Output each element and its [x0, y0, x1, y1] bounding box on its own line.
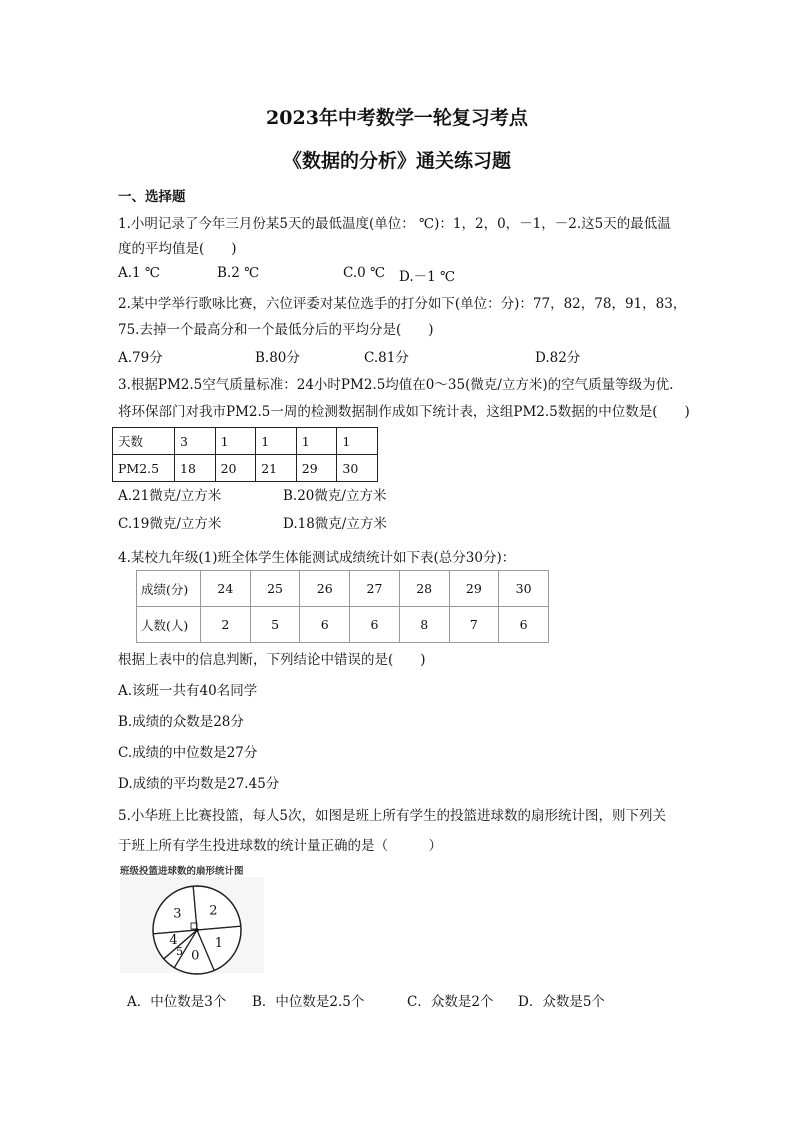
q1-stem-line1: 1.小明记录了今年三月份某5天的最低温度(单位： ℃)：1，2，0，－1，－2.这5天的最低温	[118, 216, 671, 232]
table-cell: 1	[215, 428, 256, 455]
pie-center-dot	[195, 928, 199, 932]
pie-slice-label: 4	[169, 932, 178, 948]
table-cell: 6	[499, 607, 549, 643]
pie-slice-label: 3	[173, 906, 182, 922]
q5-option-a: A．中位数是3个	[127, 994, 227, 1010]
score-table	[136, 570, 549, 643]
q5-option-b: B．中位数是2.5个	[252, 994, 365, 1010]
table-cell: 人数(人)	[137, 607, 201, 643]
q2-option-a: A.79分	[118, 350, 163, 366]
q2-stem-line2: 75.去掉一个最高分和一个最低分后的平均分是( )	[118, 322, 434, 338]
q4-question: 根据上表中的信息判断，下列结论中错误的是( )	[118, 652, 426, 668]
pie-chart	[118, 875, 268, 985]
q1-option-b: B.2 ℃	[217, 265, 260, 281]
table-cell: 30	[337, 455, 378, 482]
table-cell: PM2.5	[113, 455, 175, 482]
table-row	[137, 607, 549, 643]
q2-option-c: C.81分	[364, 350, 409, 366]
q5-option-d: D．众数是5个	[518, 994, 605, 1010]
table-cell: 20	[215, 455, 256, 482]
table-row	[113, 455, 378, 482]
table-cell: 29	[296, 455, 337, 482]
q4-option-c: C.成绩的中位数是27分	[118, 745, 258, 761]
q1-option-a: A.1 ℃	[118, 265, 161, 281]
q3-option-a: A.21微克/立方米	[118, 488, 222, 504]
q5-option-c: C．众数是2个	[407, 994, 494, 1010]
q2-option-b: B.80分	[255, 350, 300, 366]
table-cell: 28	[399, 571, 449, 607]
section-heading: 一、选择题	[118, 189, 186, 205]
q3-option-c: C.19微克/立方米	[118, 516, 222, 532]
q2-stem-line1: 2.某中学举行歌咏比赛，六位评委对某位选手的打分如下(单位：分)：77，82，78，91，83，	[118, 296, 687, 312]
q1-option-c: C.0 ℃	[343, 265, 386, 281]
table-cell: 18	[175, 455, 216, 482]
pie-slice-label: 1	[214, 936, 224, 952]
document-title: 2023年中考数学一轮复习考点	[266, 107, 528, 129]
table-cell: 天数	[113, 428, 175, 455]
table-row	[113, 428, 378, 455]
table-cell: 21	[256, 455, 297, 482]
q5-stem-line1: 5.小华班上比赛投篮，每人5次，如图是班上所有学生的投篮进球数的扇形统计图，则下列关	[118, 808, 666, 824]
table-cell: 6	[350, 607, 400, 643]
q4-option-d: D.成绩的平均数是27.45分	[118, 776, 280, 792]
table-cell: 1	[296, 428, 337, 455]
pie-slice-label: 2	[209, 903, 218, 919]
table-cell: 2	[201, 607, 251, 643]
pie-slice-label: 0	[191, 948, 200, 964]
table-cell: 29	[449, 571, 499, 607]
document-subtitle: 《数据的分析》通关练习题	[282, 150, 511, 172]
q4-stem: 4.某校九年级(1)班全体学生体能测试成绩统计如下表(总分30分)：	[118, 550, 516, 566]
q3-stem-line2: 将环保部门对我市PM2.5一周的检测数据制作成如下统计表，这组PM2.5数据的中位数是( )	[118, 404, 690, 420]
chart-title: 班级投篮进球数的扇形统计图	[120, 866, 244, 877]
table-cell: 30	[499, 571, 549, 607]
q3-option-b: B.20微克/立方米	[283, 488, 387, 504]
table-cell: 1	[337, 428, 378, 455]
q4-option-a: A.该班一共有40名同学	[118, 683, 258, 699]
table-row	[137, 571, 549, 607]
pm25-table	[112, 427, 378, 482]
q1-option-d: D.－1 ℃	[399, 269, 456, 285]
table-cell: 24	[201, 571, 251, 607]
q1-stem-line2: 度的平均值是( )	[118, 241, 237, 257]
table-cell: 3	[175, 428, 216, 455]
table-cell: 7	[449, 607, 499, 643]
table-cell: 成绩(分)	[137, 571, 201, 607]
table-cell: 5	[250, 607, 300, 643]
q4-option-b: B.成绩的众数是28分	[118, 714, 244, 730]
q3-stem-line1: 3.根据PM2.5空气质量标准：24小时PM2.5均值在0～35(微克/立方米)的空气质量等级为优.	[118, 377, 674, 393]
table-cell: 26	[300, 571, 350, 607]
table-cell: 25	[250, 571, 300, 607]
q2-option-d: D.82分	[535, 350, 581, 366]
table-cell: 8	[399, 607, 449, 643]
pie-slice-label: 5	[175, 944, 183, 958]
q3-option-d: D.18微克/立方米	[283, 516, 387, 532]
table-cell: 1	[256, 428, 297, 455]
q5-stem-line2: 于班上所有学生投进球数的统计量正确的是（ ）	[118, 838, 442, 854]
table-cell: 27	[350, 571, 400, 607]
table-cell: 6	[300, 607, 350, 643]
